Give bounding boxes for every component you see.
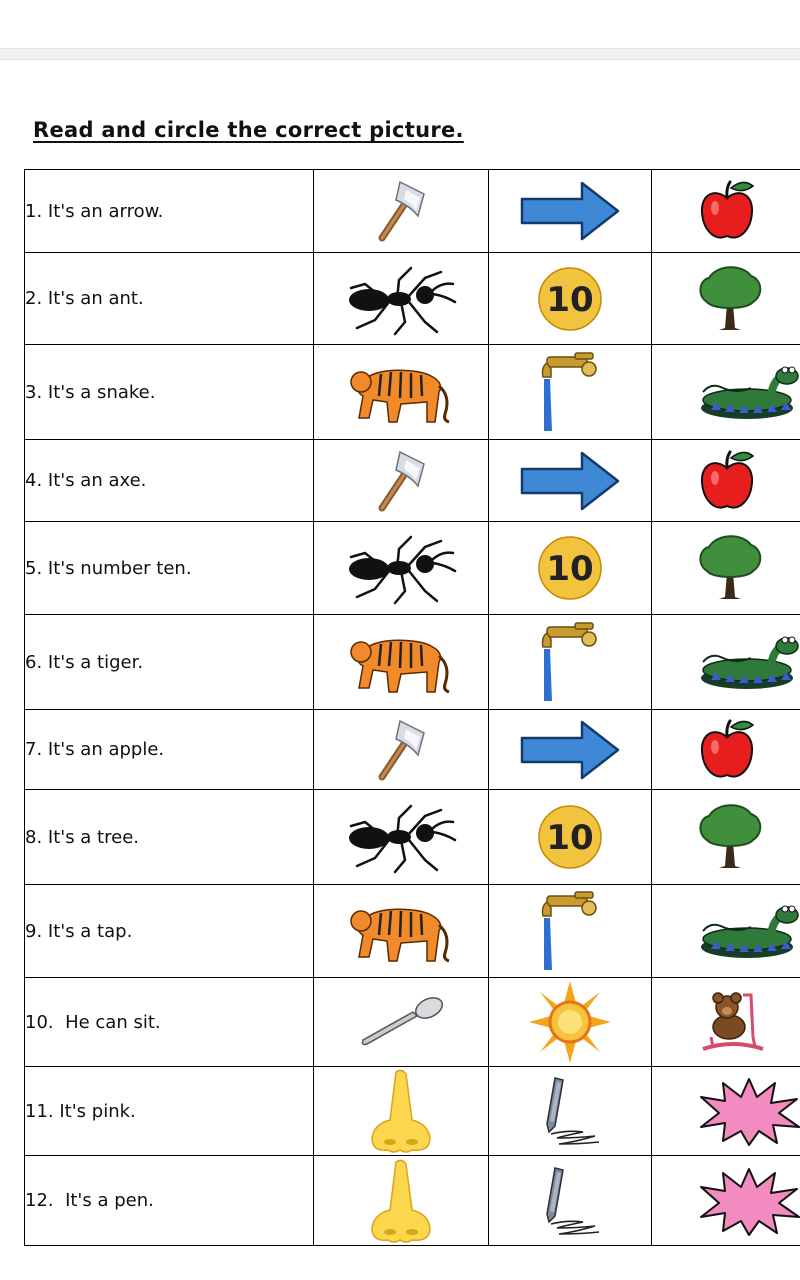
tree-icon [652, 802, 800, 872]
tiger-icon [314, 895, 488, 967]
picture-option[interactable] [489, 790, 652, 885]
browser-top-bar [0, 0, 800, 49]
question-text: 9. It's a tap. [25, 885, 314, 978]
axe-icon [314, 715, 488, 785]
question-row [25, 345, 800, 440]
picture-option[interactable] [314, 345, 489, 440]
teddy-bear-icon [652, 989, 800, 1055]
arrow-icon [489, 449, 651, 513]
arrow-icon [489, 718, 651, 782]
tree-icon [652, 264, 800, 334]
axe-icon [314, 176, 488, 246]
question-row [25, 1067, 800, 1156]
apple-icon [652, 178, 800, 244]
snake-icon [652, 901, 800, 961]
nose-icon [314, 1068, 488, 1154]
tiger-icon [314, 626, 488, 698]
picture-option[interactable] [652, 615, 800, 710]
question-row [25, 1156, 800, 1246]
apple-icon [652, 448, 800, 514]
ant-icon [314, 800, 488, 874]
browser-toolbar-strip [0, 49, 800, 60]
question-text: 10. He can sit. [25, 978, 314, 1067]
picture-option[interactable] [652, 710, 800, 790]
question-row [25, 710, 800, 790]
question-text: 8. It's a tree. [25, 790, 314, 885]
question-text: 11. It's pink. [25, 1067, 314, 1156]
question-row [25, 790, 800, 885]
tiger-icon [314, 356, 488, 428]
question-text: 12. It's a pen. [25, 1156, 314, 1246]
axe-icon [314, 446, 488, 516]
picture-option[interactable] [652, 440, 800, 522]
tap-icon [489, 351, 651, 433]
tree-icon [652, 533, 800, 603]
question-row [25, 978, 800, 1067]
question-row [25, 522, 800, 615]
picture-option[interactable] [314, 710, 489, 790]
apple-icon [652, 717, 800, 783]
picture-option[interactable] [314, 885, 489, 978]
ten-label: 10 [546, 279, 594, 320]
picture-option[interactable] [314, 978, 489, 1067]
picture-option[interactable] [489, 522, 652, 615]
picture-option[interactable] [489, 615, 652, 710]
question-text: 3. It's a snake. [25, 345, 314, 440]
ten-label: 10 [546, 549, 594, 589]
picture-option[interactable] [314, 170, 489, 253]
tap-icon [489, 890, 651, 972]
picture-option[interactable] [652, 345, 800, 440]
picture-option[interactable] [489, 345, 652, 440]
picture-option[interactable] [652, 978, 800, 1067]
arrow-icon [489, 179, 651, 243]
question-text: 2. It's an ant. [25, 253, 314, 345]
spoon-icon [314, 992, 488, 1052]
picture-option[interactable] [489, 170, 652, 253]
question-row [25, 615, 800, 710]
picture-option[interactable] [652, 885, 800, 978]
picture-option[interactable] [314, 253, 489, 345]
question-row [25, 253, 800, 345]
pink-star-icon [652, 1075, 800, 1147]
pink-star-icon [652, 1165, 800, 1237]
picture-option[interactable] [652, 790, 800, 885]
pen-icon [489, 1072, 651, 1150]
worksheet-title: Read and circle the correct picture. [33, 118, 464, 142]
picture-option[interactable] [314, 522, 489, 615]
ant-icon [314, 531, 488, 605]
picture-option[interactable] [652, 1067, 800, 1156]
tap-icon [489, 621, 651, 703]
picture-option[interactable] [489, 978, 652, 1067]
picture-option[interactable] [489, 253, 652, 345]
question-text: 7. It's an apple. [25, 710, 314, 790]
picture-option[interactable] [489, 1156, 652, 1246]
question-text: 6. It's a tiger. [25, 615, 314, 710]
picture-option[interactable] [489, 885, 652, 978]
picture-option[interactable] [314, 440, 489, 522]
nose-icon [314, 1158, 488, 1244]
question-text: 5. It's number ten. [25, 522, 314, 615]
sun-icon [489, 979, 651, 1065]
worksheet-table [24, 169, 800, 1246]
question-row [25, 885, 800, 978]
picture-option[interactable] [314, 1067, 489, 1156]
question-text: 4. It's an axe. [25, 440, 314, 522]
number-ten-icon [489, 803, 651, 871]
ant-icon [314, 262, 488, 336]
question-row [25, 170, 800, 253]
question-text: 1. It's an arrow. [25, 170, 314, 253]
picture-option[interactable] [314, 790, 489, 885]
picture-option[interactable] [652, 522, 800, 615]
picture-option[interactable] [314, 615, 489, 710]
number-ten-icon [489, 265, 651, 333]
picture-option[interactable] [489, 710, 652, 790]
picture-option[interactable] [314, 1156, 489, 1246]
picture-option[interactable] [489, 440, 652, 522]
picture-option[interactable] [652, 1156, 800, 1246]
picture-option[interactable] [652, 253, 800, 345]
snake-icon [652, 632, 800, 692]
picture-option[interactable] [489, 1067, 652, 1156]
snake-icon [652, 362, 800, 422]
pen-icon [489, 1162, 651, 1240]
picture-option[interactable] [652, 170, 800, 253]
ten-label: 10 [546, 818, 594, 858]
question-row [25, 440, 800, 522]
number-ten-icon [489, 534, 651, 602]
